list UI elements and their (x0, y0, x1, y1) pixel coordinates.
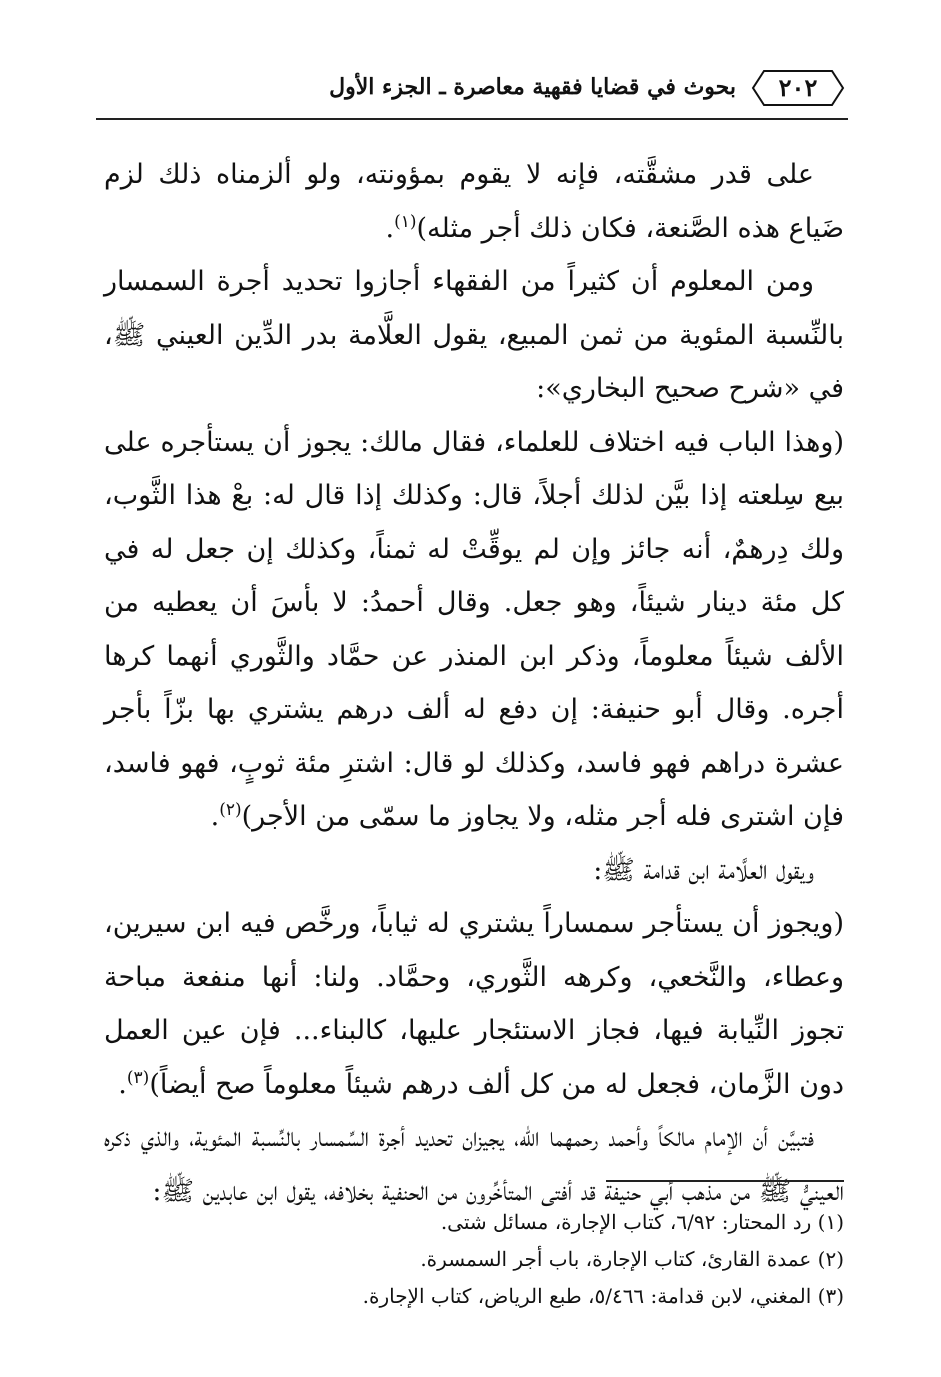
page-number: ٢٠٢ (778, 73, 818, 102)
footnote-rule (606, 1180, 844, 1182)
paragraph (104, 844, 844, 898)
paragraph-text: ومن المعلوم أن كثيراً من الفقهاء أجازوا تحديد أجرة السمسار بالنِّسبة المئوية من ثمن المبيع، يقول العلَّامة بدر الدِّين العيني ﷺ، في «شرح صحيح البخاري»: (104, 266, 844, 404)
footnote: (١) رد المحتار: ٦/٩٢، كتاب الإجارة، مسائل شتى. (440, 1210, 844, 1234)
paragraph-text: ويقول العلَّامة ابن قدامة ﷺ: (593, 854, 814, 886)
footnote-ref: (٣) (126, 1067, 150, 1088)
header-rule (96, 118, 848, 120)
footnotes (104, 1204, 844, 1315)
quotation (104, 416, 844, 844)
paragraph-text: (ويجوز أن يستأجر سمساراً يشتري له ثياباً، ورخَّص فيه ابن سيرين، وعطاء، والنَّخعي، وكرهه الثَّوري، وحمَّاد. ولنا: أنها منفعة مباحة تجوز النِّيابة فيها، فجاز الاستئجار عليها، كالبناء... فإن عين العمل دون الزَّمان، فجعل له من كل ألف درهم شيئاً معلوماً صح أيضاً) (104, 908, 844, 1100)
footnote-ref: (١) (394, 211, 417, 232)
paragraph (104, 148, 844, 255)
paragraph (104, 1111, 844, 1218)
paragraph-end: . (385, 212, 395, 244)
running-head (96, 66, 848, 110)
paragraph-end: . (118, 1068, 127, 1100)
paragraph-end: . (210, 801, 220, 832)
paragraph-text: على قدر مشقَّته، فإنه لا يقوم بمؤونته، ولو ألزمناه ذلك لزم ضَياع هذه الصَّنعة، فكان ذلك أجر مثله) (104, 159, 844, 244)
footnote: (٣) المغني، لابن قدامة: ٥/٤٦٦، طبع الرياض، كتاب الإجارة. (362, 1284, 844, 1308)
quotation (104, 897, 844, 1111)
paragraph-text: فتبيَّن أن الإمام مالكاً وأحمد رحمهما الله، يجيزان تحديد أجرة السِّمسار بالنِّسبة المئوية، والذي ذكره العينيُّ ﷺ من مذهب أبي حنيفة قد أفتى المتأخِّرون من الحنفية بخلافه، يقول ابن عابدين ﷺ: (104, 1122, 844, 1207)
footnote: (٢) عمدة القارئ، كتاب الإجارة، باب أجر السمسرة. (420, 1247, 844, 1271)
footnote-ref: (٢) (219, 800, 242, 820)
running-title: بحوث في قضايا فقهية معاصرة ـ الجزء الأول (329, 74, 736, 100)
main-text (104, 148, 844, 1218)
paragraph (104, 255, 844, 416)
page-number-badge (750, 68, 846, 108)
paragraph-text: (وهذا الباب فيه اختلاف للعلماء، فقال مالك: يجوز أن يستأجره على بيع سِلعته إذا بيَّن لذلك أجلاً، قال: وكذلك إذا قال له: بعْ هذا الثَّوب، ولك دِرهمٌ، أنه جائز وإن لم يوقِّتْ له ثمناً، وكذلك إن جعل له في كل مئة دينار شيئاً، وهو جعل. وقال أحمدُ: لا بأسَ أن يعطيه من الألف شيئاً معلوماً، وذكر ابن المنذر عن حمَّاد والثَّوري أنهما كرها أجره. وقال أبو حنيفة: إن دفع له ألف درهم يشتري بها بزّاً بأجر عشرة دراهم فهو فاسد، وكذلك لو قال: اشترِ مئة ثوبٍ، فهو فاسد، فإن اشترى فله أجر مثله، ولا يجاوز ما سمّى من الأجر) (104, 426, 844, 832)
